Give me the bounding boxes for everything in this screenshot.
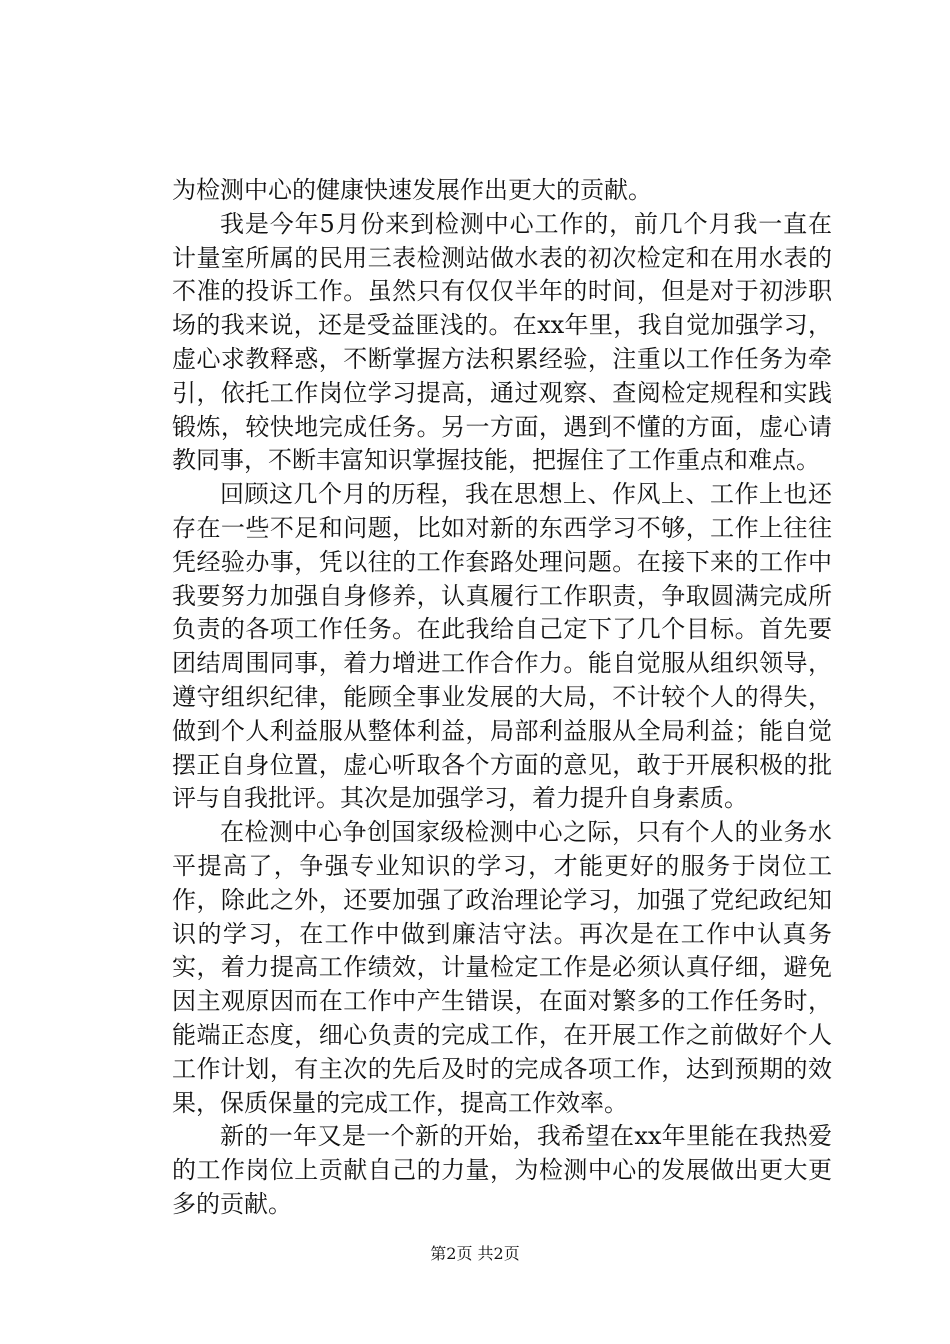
page-footer: 第2页 共2页 bbox=[430, 1244, 520, 1263]
document-body bbox=[172, 174, 832, 1222]
paragraph-1: 为检测中心的健康快速发展作出更大的贡献。 bbox=[172, 176, 652, 204]
paragraph-4: 在检测中心争创国家级检测中心之际，只有个人的业务水平提高了，争强专业知识的学习，才能更好的服务于岗位工作，除此之外，还要加强了政治理论学习，加强了党纪政纪知识的学习，在工作中做到廉洁守法。再次是在工作中认真务实，着力提高工作绩效，计量检定工作是必须认真仔细，避免因主观原因而在工作中产生错误，在面对繁多的工作任务时，能端正态度，细心负责的完成工作，在开展工作之前做好个人工作计划，有主次的先后及时的完成各项工作，达到预期的效果，保质保量的完成工作，提高工作效率。 bbox=[172, 818, 832, 1117]
paragraph-3: 回顾这几个月的历程，我在思想上、作风上、工作上也还存在一些不足和问题，比如对新的东西学习不够，工作上往往凭经验办事，凭以往的工作套路处理问题。在接下来的工作中我要努力加强自身修养，认真履行工作职责，争取圆满完成所负责的各项工作任务。在此我给自己定下了几个目标。首先要团结周围同事，着力增进工作合作力。能自觉服从组织领导，遵守组织纪律，能顾全事业发展的大局，不计较个人的得失，做到个人利益服从整体利益，局部利益服从全局利益；能自觉摆正自身位置，虚心听取各个方面的意见，敢于开展积极的批评与自我批评。其次是加强学习，着力提升自身素质。 bbox=[172, 480, 832, 813]
paragraph-2: 我是今年5月份来到检测中心工作的，前几个月我一直在计量室所属的民用三表检测站做水表的初次检定和在用水表的不准的投诉工作。虽然只有仅仅半年的时间，但是对于初涉职场的我来说，还是受益匪浅的。在xx年里，我自觉加强学习，虚心求教释惑，不断掌握方法积累经验，注重以工作任务为牵引，依托工作岗位学习提高，通过观察、查阅检定规程和实践锻炼，较快地完成任务。另一方面，遇到不懂的方面，虚心请教同事，不断丰富知识掌握技能，把握住了工作重点和难点。 bbox=[172, 209, 832, 475]
paragraph-5: 新的一年又是一个新的开始，我希望在xx年里能在我热爱的工作岗位上贡献自己的力量，为检测中心的发展做出更大更多的贡献。 bbox=[172, 1122, 832, 1218]
